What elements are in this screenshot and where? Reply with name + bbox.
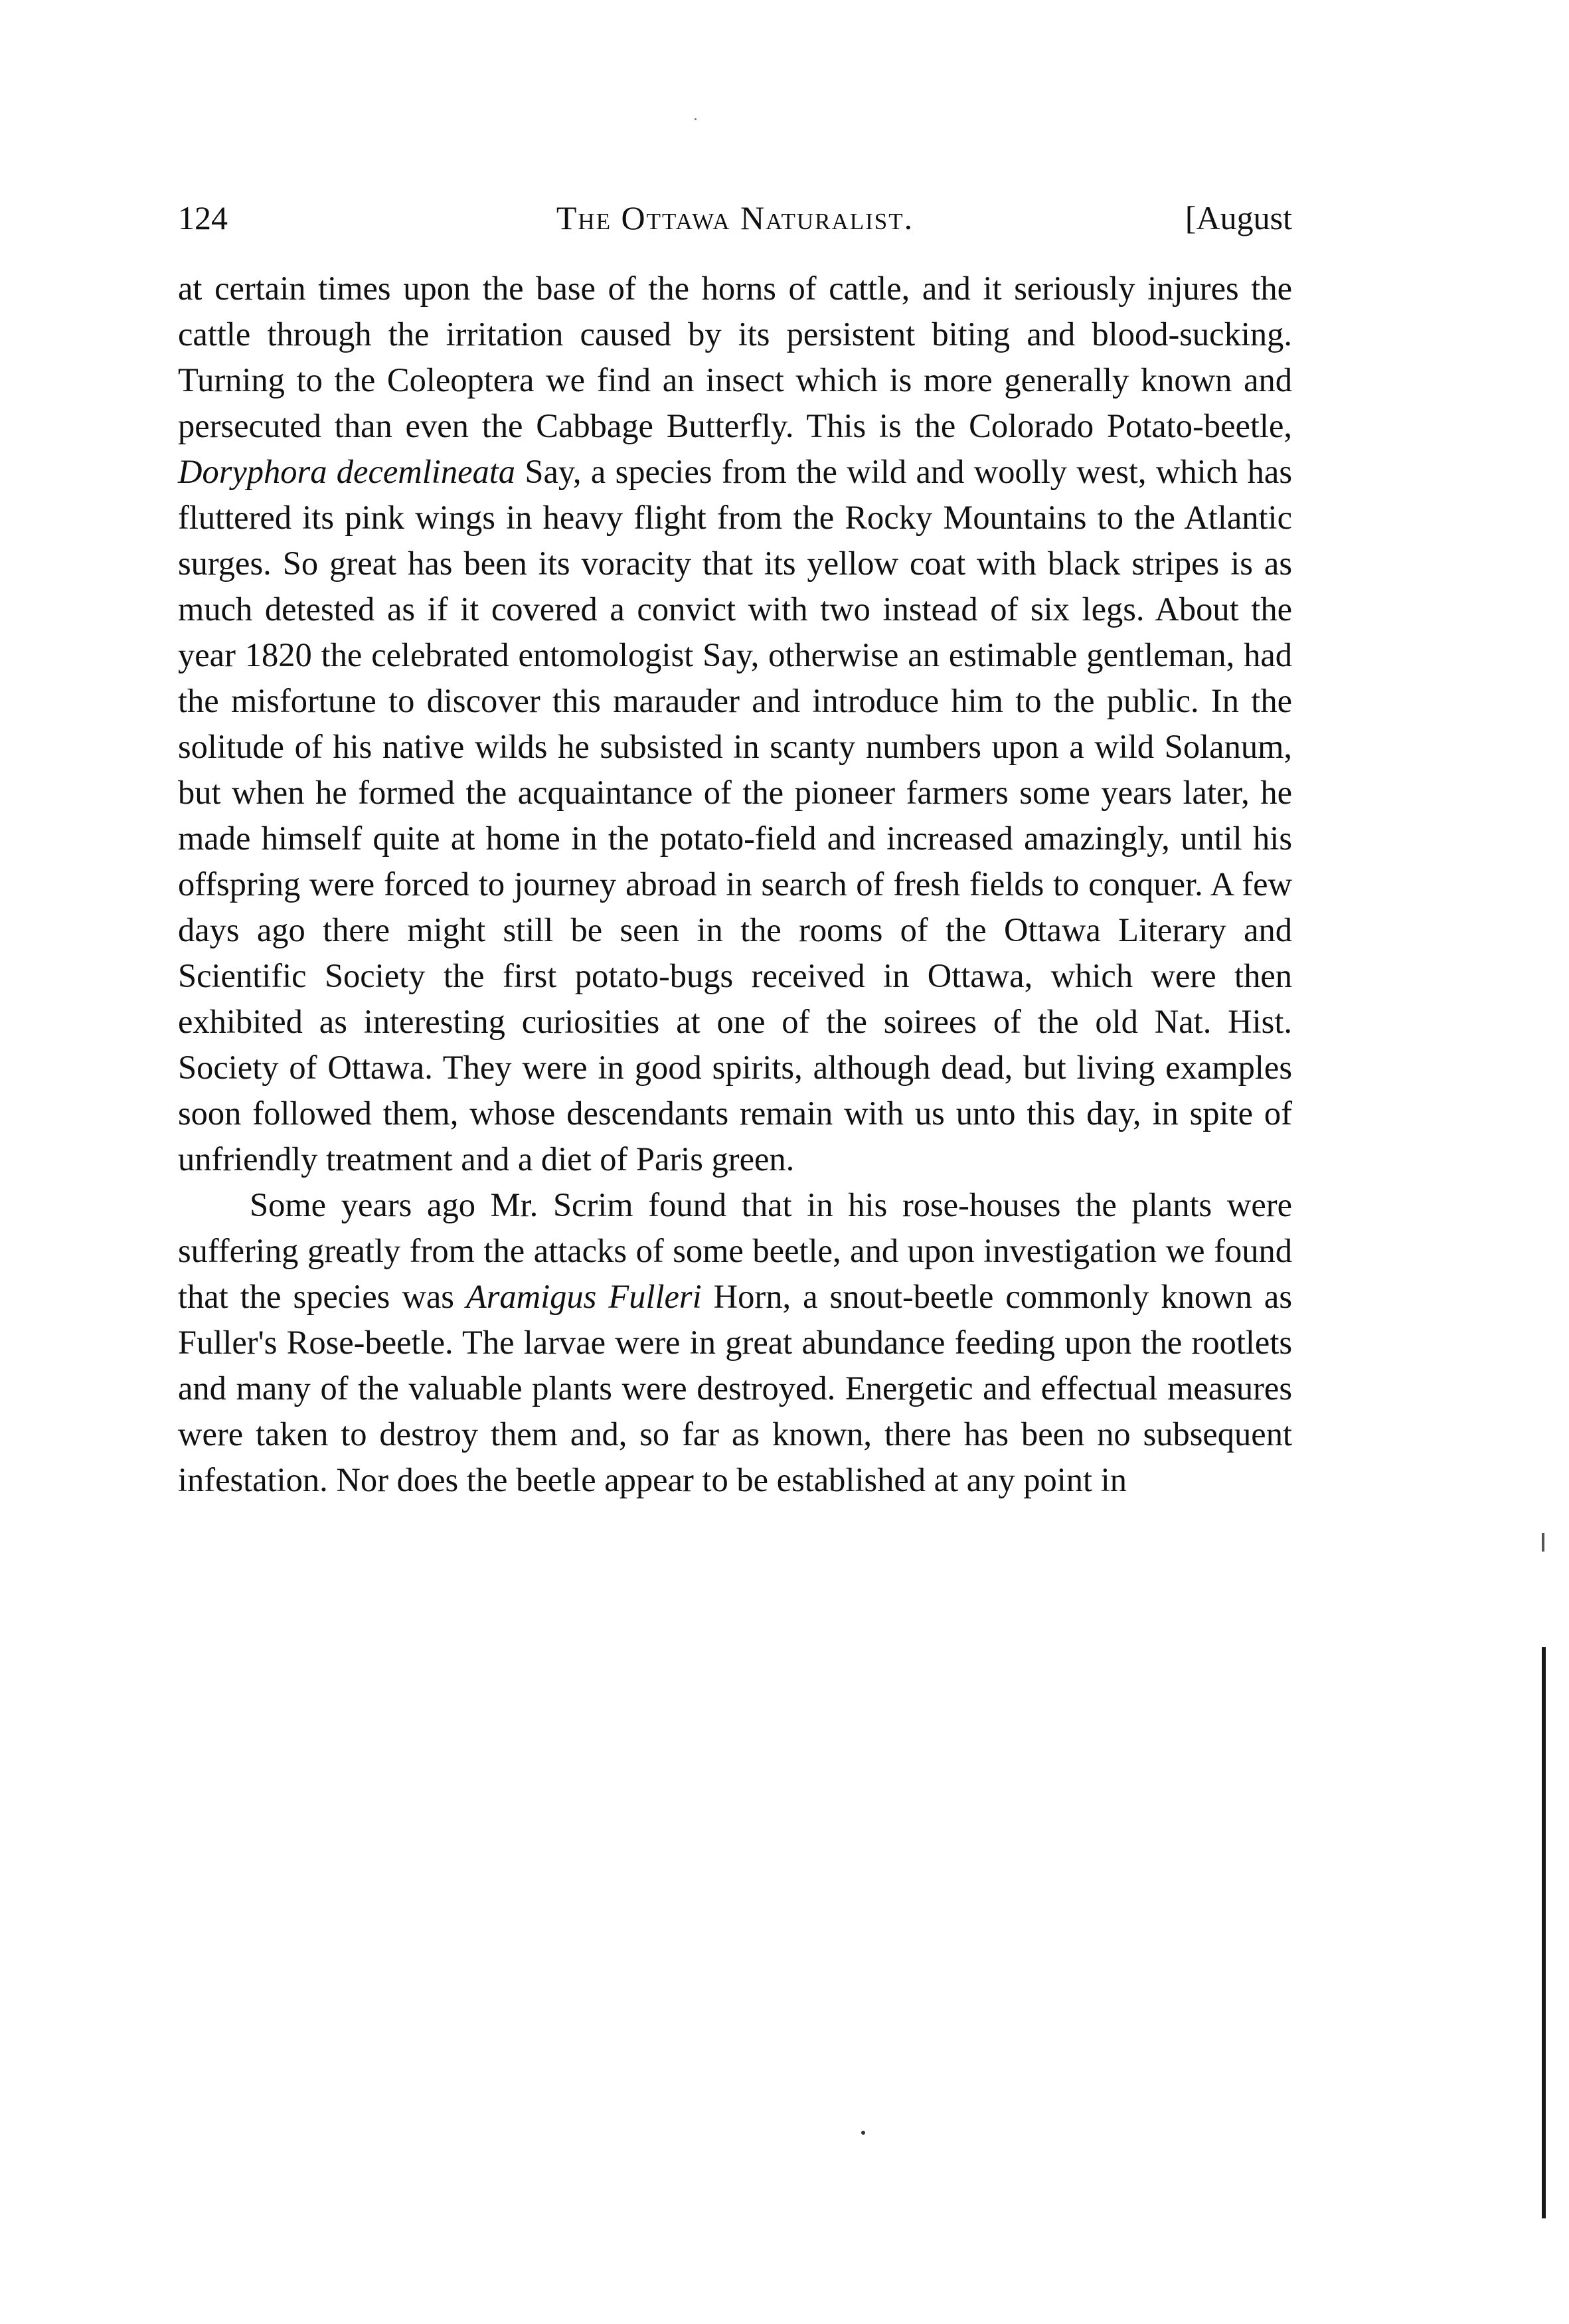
species-name-doryphora: Doryphora decemlineata bbox=[178, 453, 516, 490]
paragraph-1-text-b: Say, a species from the wild and woolly west, which has fluttered its pink wings in heavy flight from the Rocky Mountains to the Atlantic surges. So great has been its voracity that its yellow coat with black stripes is as much detested as if it covered a convict with two instead of six legs. About the year 1820 the celebrated entomologist Say, otherwise an estimable gentleman, had the misfortune to discover this marauder and introduce him to the public. In the solitude of his native wilds he subsisted in scanty numbers upon a wild Solanum, but when he formed the acquaintance of the pioneer farmers some years later, he made himself quite at home in the potato-field and increased amazingly, until his offspring were forced to journey abroad in search of fresh fields to conquer. A few days ago there might still be seen in the rooms of the Ottawa Literary and Scientific Society the first potato-bugs received in Ottawa, which were then exhibited as interesting curiosities at one of the soirees of the old Nat. Hist. Society of Ottawa. They were in good spirits, although dead, but living examples soon followed them, whose descendants remain with us unto this day, in spite of unfriendly treatment and a diet of Paris green. bbox=[178, 453, 1292, 1178]
ink-speck bbox=[695, 118, 697, 120]
species-name-aramigus: Aramigus Fulleri bbox=[465, 1278, 702, 1315]
header-month: [August bbox=[1185, 199, 1292, 236]
journal-title: The Ottawa Naturalist. bbox=[556, 199, 914, 236]
margin-scan-line bbox=[1542, 1647, 1546, 2218]
ink-speck-bottom bbox=[861, 2131, 865, 2135]
article-body bbox=[178, 266, 1292, 1503]
page-number: 124 bbox=[178, 199, 228, 236]
paragraph-1 bbox=[178, 266, 1292, 1182]
paragraph-2 bbox=[178, 1182, 1292, 1503]
paragraph-1-text-a: at certain times upon the base of the horns of cattle, and it seriously injures the cattle through the irritation caused by its persistent biting and blood-sucking. Turning to the Coleoptera we find an insect which is more generally known and persecuted than even the Cabbage Butterfly. This is the Colorado Potato-beetle, bbox=[178, 270, 1292, 444]
margin-tick-mark bbox=[1542, 1533, 1544, 1552]
paragraph-2-text-a: Some years ago Mr. Scrim found that in his rose-houses the plants were suffering greatly from the attacks of some beetle, and upon investigation we found that the species was bbox=[178, 1186, 1292, 1315]
running-header bbox=[178, 191, 1292, 244]
paragraph-2-text-b: Horn, a snout-beetle commonly known as Fuller's Rose-beetle. The larvae were in great abundance feeding upon the rootlets and many of the valuable plants were destroyed. Energetic and effectual measures were taken to destroy them and, so far as known, there has been no subsequent infestation. Nor does the beetle appear to be established at any point in bbox=[178, 1278, 1292, 1498]
